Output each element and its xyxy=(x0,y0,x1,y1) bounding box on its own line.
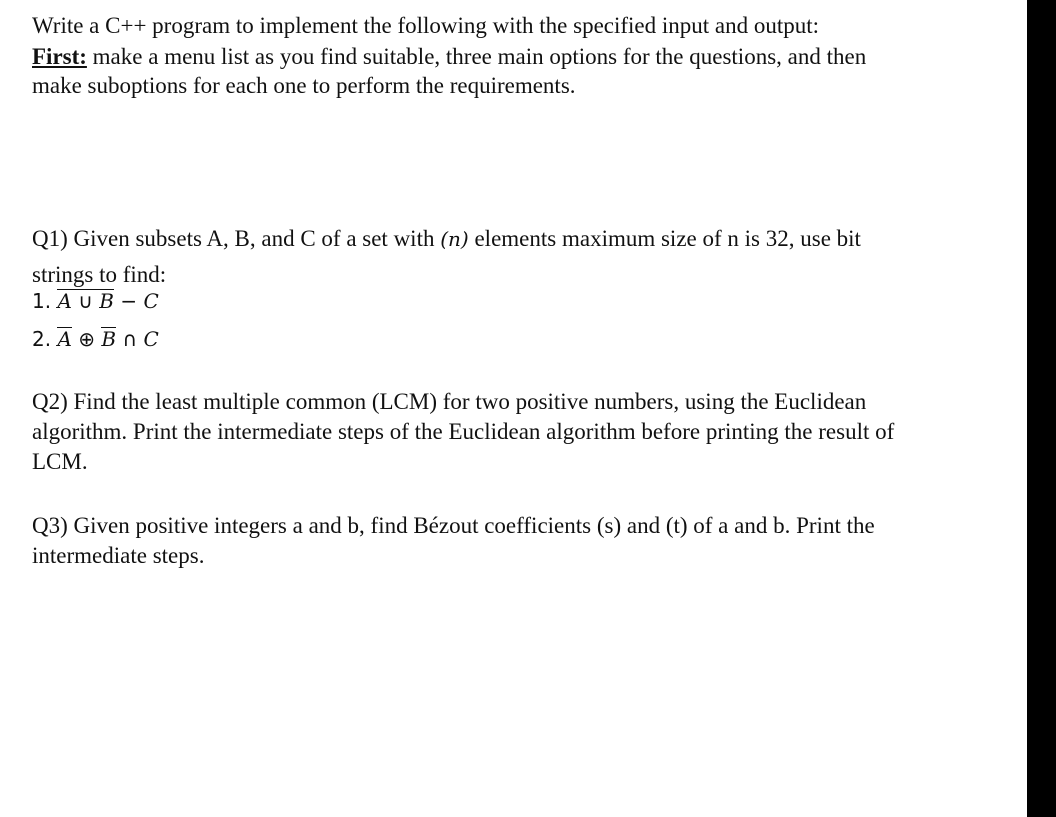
q1-n-symbol xyxy=(440,227,469,251)
set-c: C xyxy=(143,289,159,313)
q1-line-2: strings to find: xyxy=(32,262,167,287)
intro-line-3: make suboptions for each one to perform the requirements. xyxy=(32,73,576,98)
q1-text-after: elements maximum size of n is 32, use bit xyxy=(468,226,861,251)
intersect-operator: ∩ xyxy=(122,327,138,351)
set-b: B xyxy=(99,289,114,313)
q3-line-2: intermediate steps. xyxy=(32,543,205,568)
set-c: C xyxy=(143,327,159,351)
set-a: A xyxy=(57,289,72,313)
first-label: First: xyxy=(32,44,87,69)
item-2-number: 2. xyxy=(32,327,52,351)
item-1-overlined-group xyxy=(57,288,114,314)
q1-item-1 xyxy=(32,288,159,314)
item-2-overlined-a xyxy=(57,326,71,352)
item-1-number: 1. xyxy=(32,289,52,313)
set-a: A xyxy=(57,327,72,351)
intro-line-2 xyxy=(32,43,866,71)
n-symbol: (n) xyxy=(440,227,469,251)
q2-line-1: Q2) Find the least multiple common (LCM) for two positive numbers, using the Euclidean xyxy=(32,389,867,414)
union-operator: ∪ xyxy=(78,289,93,313)
q2-line-3: LCM. xyxy=(32,449,88,474)
minus-operator: − xyxy=(120,289,138,313)
intro-line-2-rest: make a menu list as you find suitable, three main options for the questions, and then xyxy=(86,44,867,69)
q1-line-1 xyxy=(32,225,861,253)
q1-text-before: Q1) Given subsets A, B, and C of a set with xyxy=(32,226,441,251)
q3-line-1: Q3) Given positive integers a and b, find Bézout coefficients (s) and (t) of a and b. Print the xyxy=(32,513,875,538)
q2-line-2: algorithm. Print the intermediate steps of the Euclidean algorithm before printing the result of xyxy=(32,419,895,444)
xor-operator: ⊕ xyxy=(78,327,96,351)
q1-item-2 xyxy=(32,326,159,352)
set-b: B xyxy=(101,327,117,351)
intro-line-1: Write a C++ program to implement the following with the specified input and output: xyxy=(32,13,820,38)
item-2-overlined-b xyxy=(101,326,116,352)
